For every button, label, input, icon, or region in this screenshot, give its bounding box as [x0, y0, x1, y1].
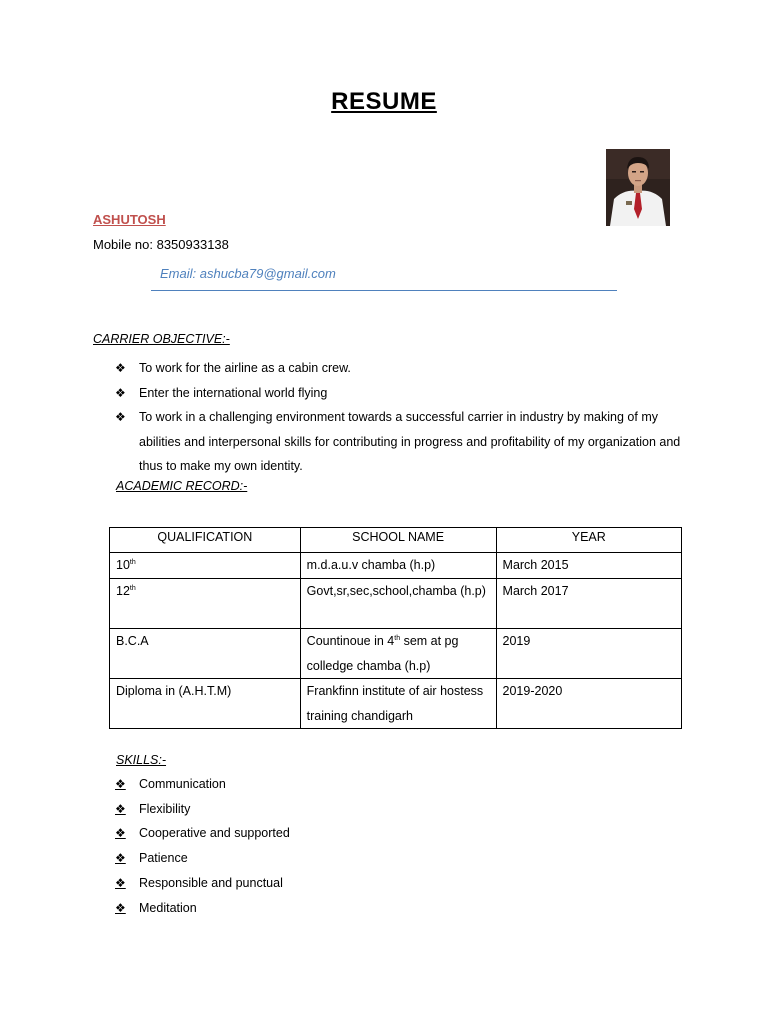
- diamond-bullet-icon: ❖: [115, 801, 126, 816]
- year-cell: 2019-2020: [496, 679, 681, 729]
- skill-text: Patience: [139, 851, 188, 866]
- diamond-bullet-icon: ❖: [115, 875, 126, 890]
- school-cell: Countinoue in 4th sem at pg colledge chamba (h.p): [300, 629, 496, 679]
- skill-text: Meditation: [139, 900, 197, 915]
- qualification-cell: Diploma in (A.H.T.M): [110, 679, 301, 729]
- column-header: QUALIFICATION: [110, 528, 301, 553]
- person-photo-icon: [606, 149, 670, 226]
- diamond-bullet-icon: ❖: [115, 777, 126, 791]
- skill-text: Communication: [139, 777, 226, 791]
- year-cell: March 2017: [496, 579, 681, 629]
- table-row: [110, 629, 682, 679]
- diamond-bullet-icon: ❖: [115, 361, 126, 375]
- profile-photo: [606, 149, 670, 226]
- list-item: [115, 896, 290, 921]
- list-item: [115, 405, 685, 479]
- skills-list: [115, 772, 290, 920]
- skill-text: Flexibility: [139, 801, 191, 816]
- table-row: [110, 553, 682, 579]
- column-header: SCHOOL NAME: [300, 528, 496, 553]
- header-divider: [151, 290, 617, 291]
- qualification-cell: B.C.A: [110, 629, 301, 679]
- objective-text: Enter the international world flying: [139, 385, 328, 400]
- list-item: [115, 797, 290, 822]
- table-row: [110, 579, 682, 629]
- academic-table: [109, 527, 682, 729]
- year-cell: 2019: [496, 629, 681, 679]
- objective-heading: CARRIER OBJECTIVE:-: [93, 332, 230, 346]
- year-cell: March 2015: [496, 553, 681, 579]
- school-cell: Frankfinn institute of air hostess training chandigarh: [300, 679, 496, 729]
- table-header-row: [110, 528, 682, 553]
- candidate-name: ASHUTOSH: [93, 212, 166, 227]
- email-address: Email: ashucba79@gmail.com: [160, 266, 336, 281]
- table-row: [110, 679, 682, 729]
- diamond-bullet-icon: ❖: [115, 900, 126, 915]
- school-cell: Govt,sr,sec,school,chamba (h.p): [300, 579, 496, 629]
- qualification-cell: 10th: [110, 553, 301, 579]
- list-item: [115, 846, 290, 871]
- list-item: [115, 356, 685, 381]
- diamond-bullet-icon: ❖: [115, 826, 126, 841]
- skill-text: Cooperative and supported: [139, 826, 290, 841]
- diamond-bullet-icon: ❖: [115, 410, 126, 425]
- skill-text: Responsible and punctual: [139, 875, 283, 890]
- objective-text: To work for the airline as a cabin crew.: [139, 361, 351, 375]
- resume-title: RESUME: [331, 88, 437, 115]
- list-item: [115, 772, 290, 797]
- list-item: [115, 871, 290, 896]
- skills-heading: SKILLS:-: [116, 753, 167, 767]
- school-cell: m.d.a.u.v chamba (h.p): [300, 553, 496, 579]
- objective-list: [115, 356, 685, 479]
- academic-heading: ACADEMIC RECORD:-: [116, 479, 248, 493]
- mobile-number: Mobile no: 8350933138: [93, 237, 229, 252]
- diamond-bullet-icon: ❖: [115, 851, 126, 866]
- list-item: [115, 381, 685, 406]
- list-item: [115, 821, 290, 846]
- objective-text: To work in a challenging environment towards a successful carrier in industry by making of my abilities and interpersonal skills for contributing in progress and profitability of my organization and thus to make my own identity.: [139, 410, 681, 474]
- qualification-cell: 12th: [110, 579, 301, 629]
- diamond-bullet-icon: ❖: [115, 385, 126, 400]
- column-header: YEAR: [496, 528, 681, 553]
